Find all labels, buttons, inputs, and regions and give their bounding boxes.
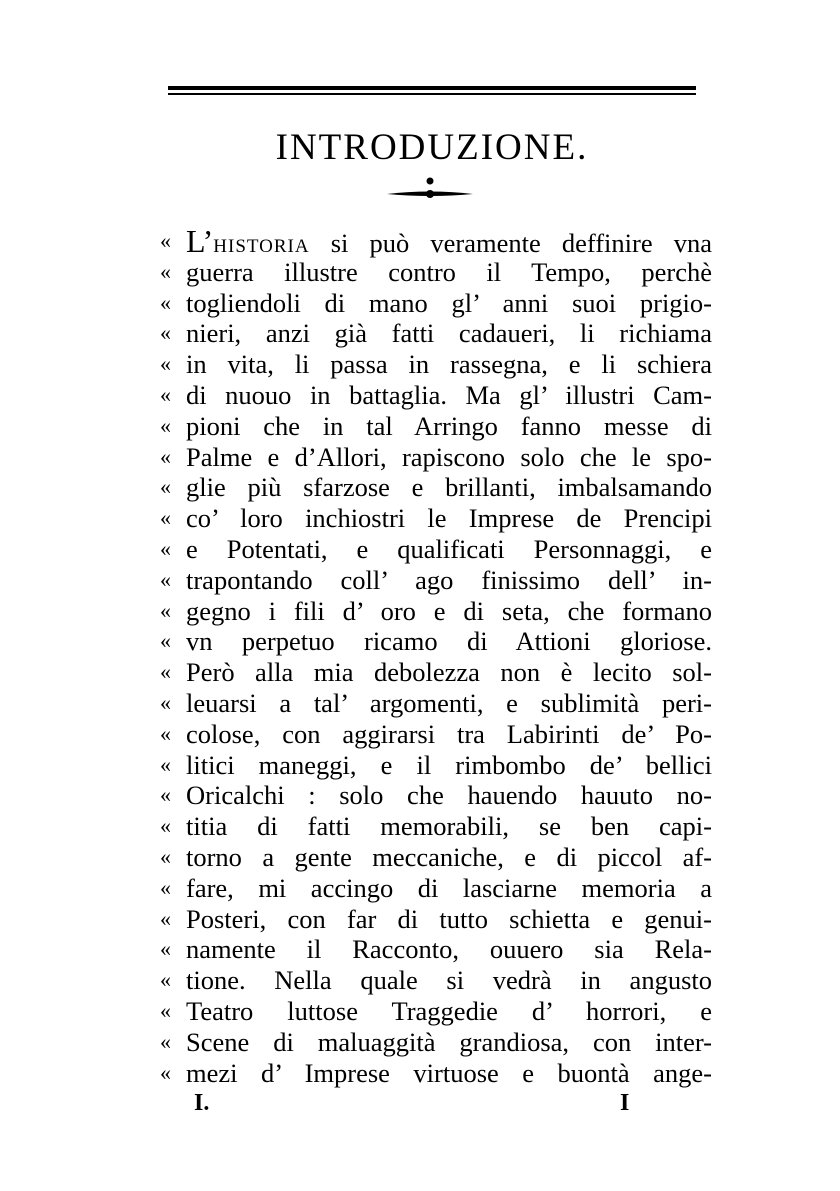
line-text: Teatro luttose Traggedie d’ horrori, e bbox=[186, 995, 712, 1026]
text-line bbox=[160, 904, 712, 935]
line-text: nieri, anzi già fatti cadaueri, li richiama bbox=[186, 318, 712, 349]
quote-mark: « bbox=[160, 320, 171, 346]
quote-mark: « bbox=[160, 997, 171, 1023]
quote-mark: « bbox=[160, 874, 171, 900]
line-text: namente il Racconto, ouuero sia Rela- bbox=[186, 934, 712, 965]
quote-mark: « bbox=[160, 1059, 171, 1085]
quote-mark: « bbox=[160, 751, 171, 777]
quote-mark: « bbox=[160, 597, 171, 623]
line-text: di nuouo in battaglia. Ma gl’ illustri Cam- bbox=[186, 379, 712, 410]
text-line bbox=[160, 442, 712, 473]
text-line bbox=[160, 1058, 712, 1089]
text-line bbox=[160, 596, 712, 627]
line-text: gegno i fili d’ oro e di seta, che formano bbox=[186, 595, 712, 626]
ornament-divider-icon bbox=[385, 174, 475, 204]
quote-mark: « bbox=[160, 628, 171, 654]
body-text bbox=[160, 223, 712, 1088]
quote-mark: « bbox=[160, 1028, 171, 1054]
line-text: pioni che in tal Arringo fanno messe di bbox=[186, 410, 712, 441]
line-text: leuarsi a tal’ argomenti, e sublimità peri- bbox=[186, 687, 712, 718]
quote-mark: « bbox=[160, 474, 171, 500]
text-line bbox=[160, 534, 712, 565]
line-text: mezi d’ Imprese virtuose e buontà ange- bbox=[186, 1057, 712, 1088]
text-line bbox=[160, 873, 712, 904]
line-text: torno a gente meccaniche, e di piccol af- bbox=[186, 841, 712, 872]
text-line bbox=[160, 996, 712, 1027]
page-number: I bbox=[620, 1090, 630, 1116]
line-text: co’ loro inchiostri le Imprese de Prencipi bbox=[186, 503, 712, 534]
line-text: Posteri, con far di tutto schietta e genui- bbox=[186, 903, 712, 934]
text-line bbox=[160, 565, 712, 596]
quote-mark: « bbox=[160, 936, 171, 962]
quote-mark: « bbox=[160, 720, 171, 746]
text-line bbox=[160, 965, 712, 996]
text-line bbox=[160, 842, 712, 873]
signature-mark: I. bbox=[194, 1090, 210, 1116]
text-line bbox=[160, 288, 712, 319]
text-line bbox=[160, 503, 712, 534]
quote-mark: « bbox=[160, 689, 171, 715]
text-line bbox=[160, 657, 712, 688]
quote-mark: « bbox=[160, 258, 171, 284]
quote-mark: « bbox=[160, 813, 171, 839]
quote-mark: « bbox=[160, 843, 171, 869]
quote-mark: « bbox=[160, 535, 171, 561]
smallcaps-word: historia bbox=[213, 228, 310, 258]
line-text: Palme e d’Allori, rapiscono solo che le spo- bbox=[186, 441, 712, 472]
line-text: fare, mi accingo di lasciarne memoria a bbox=[186, 872, 712, 903]
first-line-rest: si può veramente deffinire vna bbox=[309, 228, 712, 258]
text-line bbox=[160, 349, 712, 380]
quote-mark: « bbox=[160, 905, 171, 931]
quote-mark: « bbox=[160, 351, 171, 377]
text-line bbox=[160, 934, 712, 965]
quote-mark: « bbox=[160, 289, 171, 315]
text-line bbox=[160, 257, 712, 288]
text-line bbox=[160, 223, 712, 259]
text-line bbox=[160, 811, 712, 842]
line-text: Scene di maluaggità grandiosa, con inter- bbox=[186, 1026, 712, 1057]
drop-initial: L’ bbox=[186, 223, 214, 259]
text-line bbox=[160, 411, 712, 442]
line-text: litici maneggi, e il rimbombo de’ bellici bbox=[186, 749, 712, 780]
quote-mark: « bbox=[160, 412, 171, 438]
line-text bbox=[186, 223, 712, 259]
text-line bbox=[160, 688, 712, 719]
quote-mark: « bbox=[160, 228, 171, 253]
text-line bbox=[160, 318, 712, 349]
top-rule-thin bbox=[168, 93, 696, 95]
line-text: glie più sfarzose e brillanti, imbalsamando bbox=[186, 472, 712, 503]
quote-mark: « bbox=[160, 381, 171, 407]
page-title: INTRODUZIONE. bbox=[275, 127, 589, 168]
text-line bbox=[160, 472, 712, 503]
line-text: Oricalchi : solo che hauendo hauuto no- bbox=[186, 780, 712, 811]
quote-mark: « bbox=[160, 443, 171, 469]
text-line bbox=[160, 380, 712, 411]
quote-mark: « bbox=[160, 566, 171, 592]
top-rule-thick bbox=[168, 86, 696, 90]
text-line bbox=[160, 719, 712, 750]
line-text: Però alla mia debolezza non è lecito sol- bbox=[186, 657, 712, 688]
quote-mark: « bbox=[160, 659, 171, 685]
line-text: vn perpetuo ricamo di Attioni gloriose. bbox=[186, 626, 712, 657]
text-line bbox=[160, 626, 712, 657]
line-text: tione. Nella quale si vedrà in angusto bbox=[186, 965, 712, 996]
line-text: in vita, li passa in rassegna, e li schiera bbox=[186, 349, 712, 380]
line-text: colose, con aggirarsi tra Labirinti de’ Po- bbox=[186, 718, 712, 749]
line-text: guerra illustre contro il Tempo, perchè bbox=[186, 256, 712, 287]
line-text: togliendoli di mano gl’ anni suoi prigio- bbox=[186, 287, 712, 318]
quote-mark: « bbox=[160, 967, 171, 993]
text-line bbox=[160, 780, 712, 811]
quote-mark: « bbox=[160, 782, 171, 808]
quote-mark: « bbox=[160, 505, 171, 531]
text-line bbox=[160, 1027, 712, 1058]
text-line bbox=[160, 750, 712, 781]
line-text: trapontando coll’ ago finissimo dell’ in- bbox=[186, 564, 712, 595]
line-text: e Potentati, e qualificati Personnaggi, e bbox=[186, 533, 712, 564]
line-text: titia di fatti memorabili, se ben capi- bbox=[186, 811, 712, 842]
